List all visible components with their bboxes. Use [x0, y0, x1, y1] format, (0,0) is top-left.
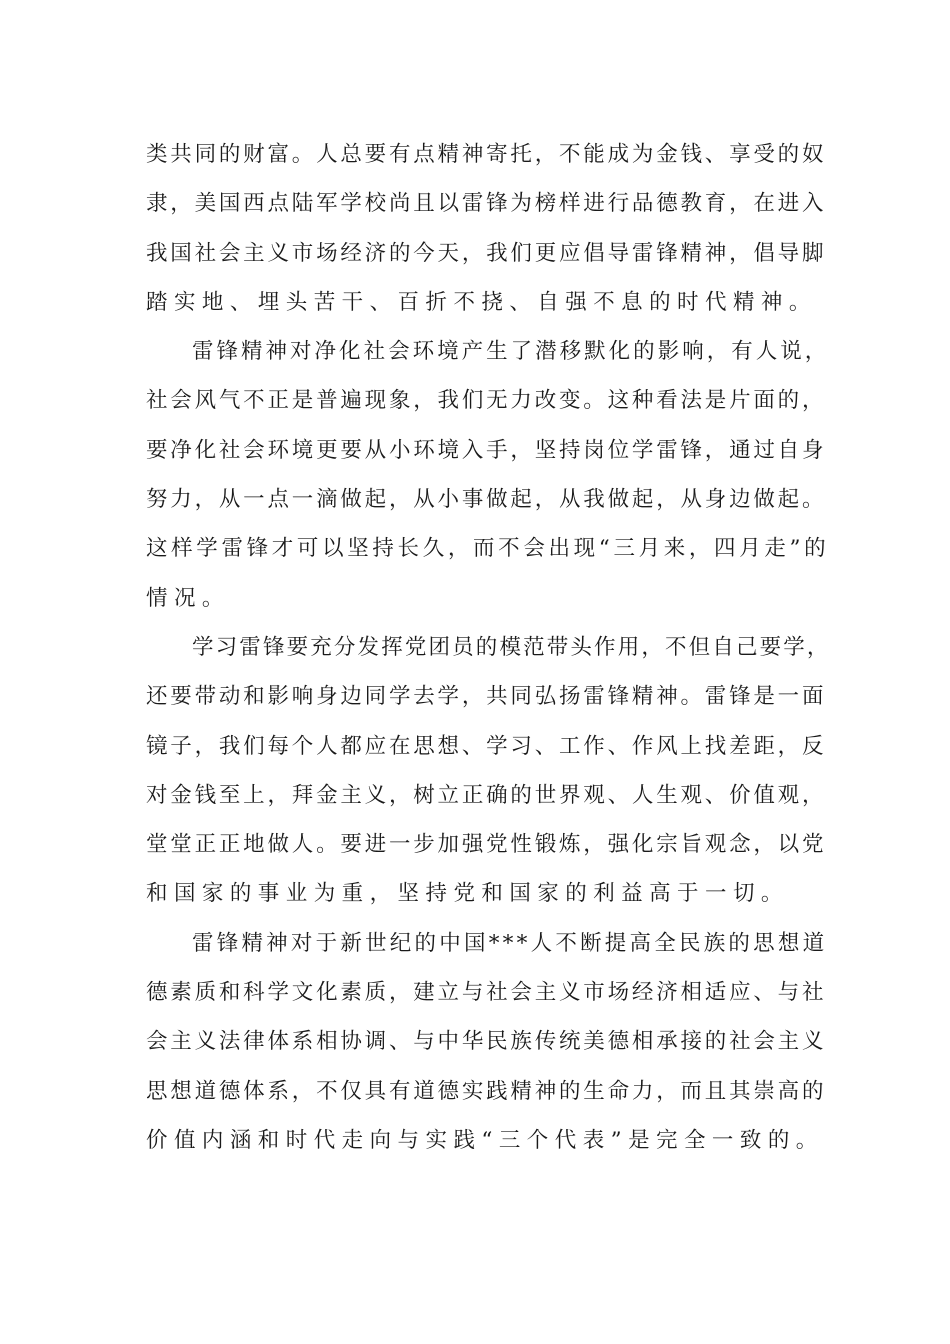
paragraph-first-line: 学习雷锋要充分发挥党团员的模范带头作用，不但自己要学， — [192, 634, 831, 660]
paragraph-first-line: 雷锋精神对净化社会环境产生了潜移默化的影响，有人说， — [192, 339, 830, 365]
body-text — [146, 130, 831, 1165]
text-line: 对金钱至上，拜金主义，树立正确的世界观、人生观、价值观， — [146, 782, 827, 808]
text-line: 镜子，我们每个人都应在思想、学习、工作、作风上找差距，反 — [146, 733, 827, 759]
text-line: 踏实地、埋头苦干、百折不挠、自强不息的时代精神。 — [146, 289, 817, 315]
text-line: 会主义法律体系相协调、与中华民族传统美德相承接的社会主义 — [146, 1029, 827, 1055]
text-line: 堂堂正正地做人。要进一步加强党性锻炼，强化宗旨观念，以党 — [146, 832, 827, 858]
text-line: 这样学雷锋才可以坚持长久，而不会出现“三月来，四月走”的 — [146, 536, 830, 562]
text-line: 要净化社会环境更要从小环境入手，坚持岗位学雷锋，通过自身 — [146, 437, 827, 463]
text-line: 德素质和科学文化素质，建立与社会主义市场经济相适应、与社 — [146, 980, 827, 1006]
text-line: 情况。 — [146, 585, 230, 611]
text-line: 努力，从一点一滴做起，从小事做起，从我做起，从身边做起。 — [146, 487, 827, 513]
text-line: 和国家的事业为重，坚持党和国家的利益高于一切。 — [146, 881, 789, 907]
text-line: 社会风气不正是普遍现象，我们无力改变。这种看法是片面的， — [146, 388, 827, 414]
text-line: 还要带动和影响身边同学去学，共同弘扬雷锋精神。雷锋是一面 — [146, 684, 827, 710]
text-line: 价值内涵和时代走向与实践“三个代表”是完全一致的。 — [146, 1127, 824, 1153]
text-line: 类共同的财富。人总要有点精神寄托，不能成为金钱、享受的奴 — [146, 142, 827, 167]
paragraph-first-line: 雷锋精神对于新世纪的中国***人不断提高全民族的思想道 — [192, 930, 828, 956]
text-line: 思想道德体系，不仅具有道德实践精神的生命力，而且其崇高的 — [146, 1078, 827, 1104]
text-line: 我国社会主义市场经济的今天，我们更应倡导雷锋精神，倡导脚 — [146, 240, 827, 266]
text-line: 隶，美国西点陆军学校尚且以雷锋为榜样进行品德教育，在进入 — [146, 191, 827, 217]
